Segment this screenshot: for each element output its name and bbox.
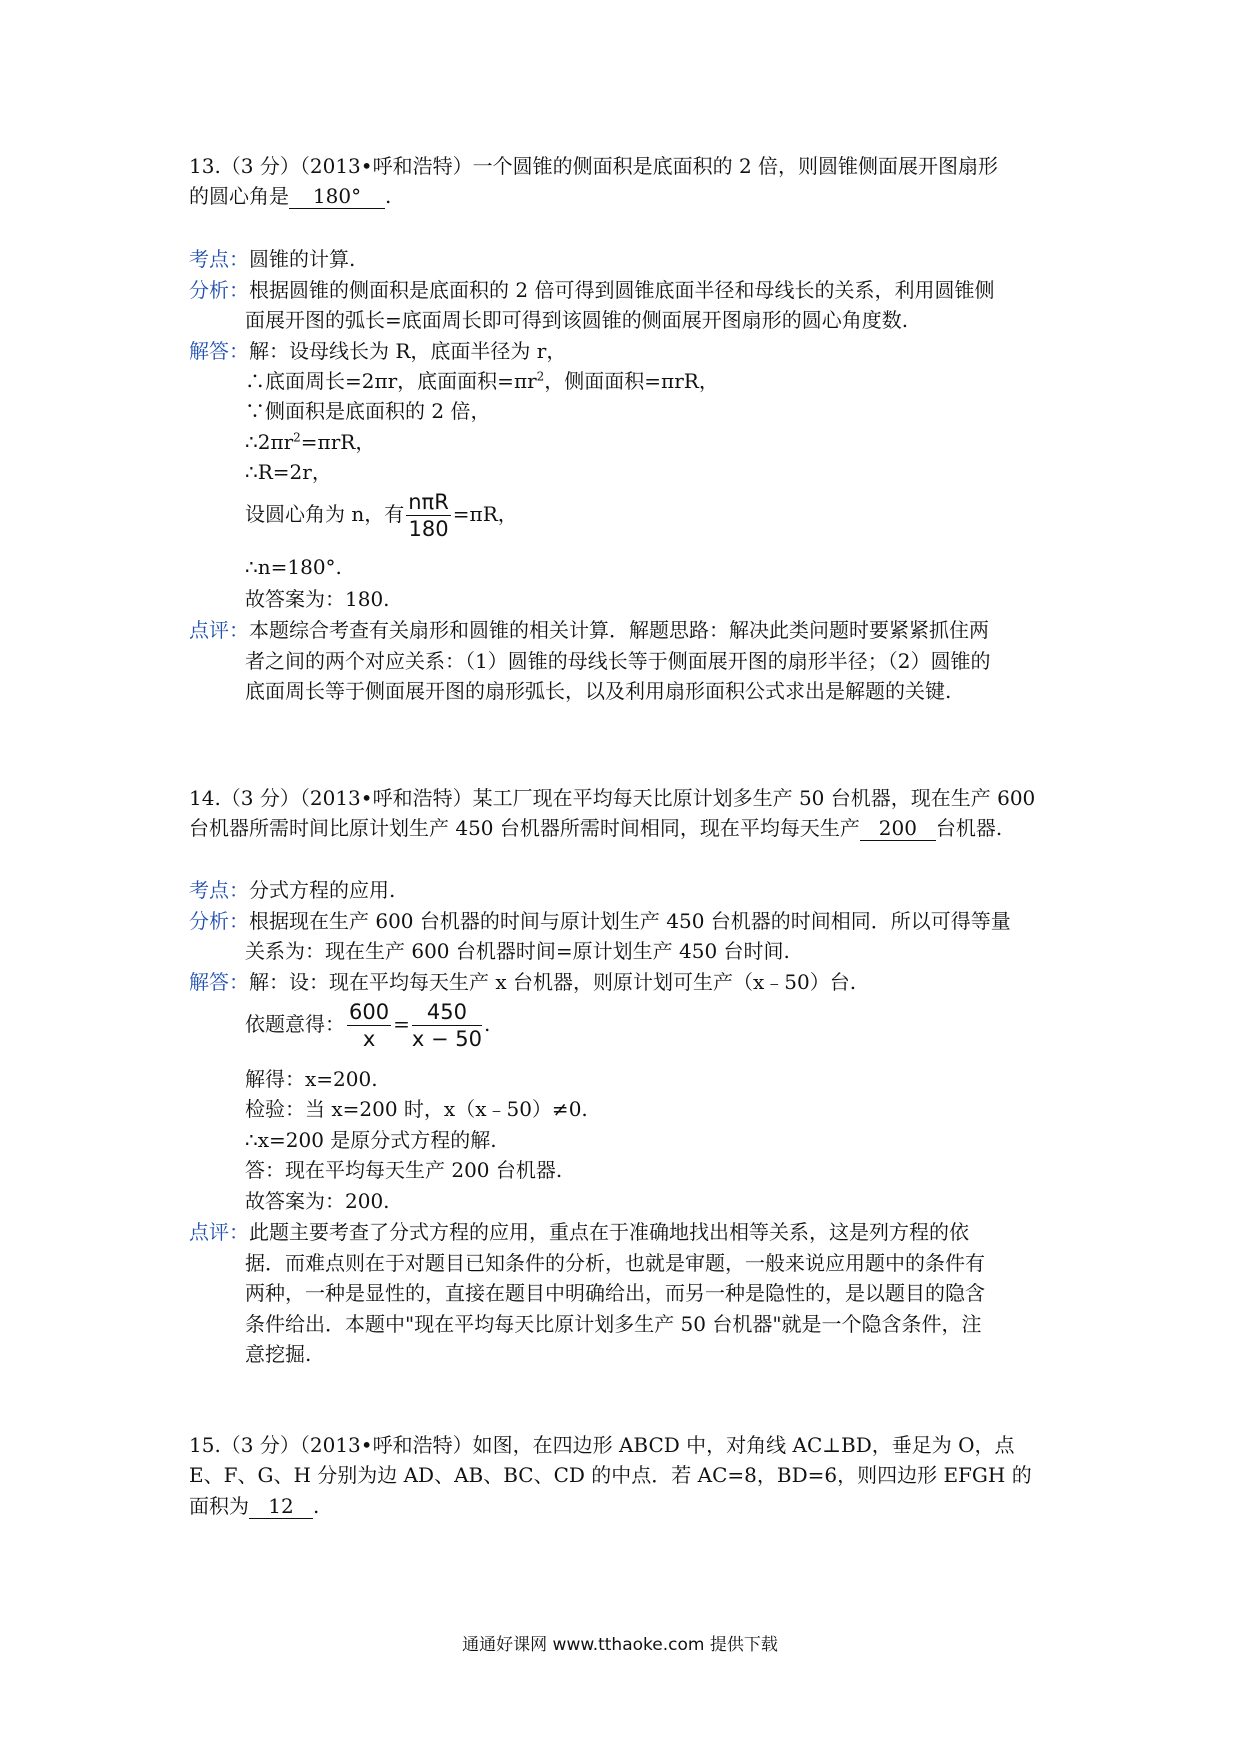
solution-step: 解得：x=200.	[245, 1067, 378, 1091]
equals-sign: =	[393, 1012, 410, 1036]
fraction	[412, 999, 482, 1052]
solution-step: 解：设：现在平均每天生产 x 台机器，则原计划可生产（x﹣50）台.	[249, 970, 857, 994]
jieda-row	[189, 968, 856, 996]
question-line	[189, 814, 1002, 842]
step-text: =πrR，	[300, 430, 376, 454]
solution-step: 故答案为：200.	[245, 1189, 390, 1213]
question-line	[189, 1492, 319, 1520]
question-text: 台机器.	[935, 816, 1003, 840]
fraction	[406, 489, 451, 542]
question-text: 13.（3 分）（2013•呼和浩特）一个圆锥的侧面积是底面积的 2 倍，则圆锥侧面展开图扇形	[189, 154, 999, 178]
question-text: .	[313, 1494, 320, 1518]
jieda-label: 解答：	[189, 339, 249, 363]
solution-step: ∵侧面积是底面积的 2 倍，	[245, 399, 491, 423]
page-footer: 通通好课网 www.tthaoke.com 提供下载	[462, 1635, 778, 1655]
solution-step: ∴n=180°.	[245, 555, 342, 579]
kaodian-label: 考点：	[189, 247, 249, 271]
solution-step: 故答案为：180.	[245, 587, 390, 611]
step-text: 依题意得：	[245, 1012, 345, 1036]
step-text: ∴底面周长=2πr，底面面积=πr	[245, 369, 537, 393]
fraction-denominator: x − 50	[411, 1027, 482, 1051]
solution-step	[245, 994, 490, 1054]
question-text: 台机器所需时间比原计划生产 450 台机器所需时间相同，现在平均每天生产	[189, 816, 860, 840]
dianping-text: 此题主要考查了分式方程的应用，重点在于准确地找出相等关系，这是列方程的依	[249, 1220, 969, 1244]
fraction	[347, 999, 391, 1052]
question-line: E、F、G、H 分别为边 AD、AB、BC、CD 的中点．若 AC=8，BD=6，则四边形 EFGH 的	[189, 1463, 1032, 1487]
superscript: 2	[536, 369, 545, 384]
step-text: ∴2πr	[245, 430, 294, 454]
answer-blank: 180°	[289, 184, 385, 209]
dianping-text: 条件给出．本题中"现在平均每天比原计划多生产 50 台机器"就是一个隐含条件，注	[245, 1312, 982, 1336]
solution-step	[245, 484, 518, 544]
solution-step: ∴R=2r，	[245, 460, 332, 484]
dianping-text: 底面周长等于侧面展开图的扇形弧长，以及利用扇形面积公式求出是解题的关键.	[245, 679, 952, 703]
fraction-numerator: 450	[412, 999, 482, 1026]
step-text: ，侧面面积=πrR，	[544, 369, 719, 393]
dianping-label: 点评：	[189, 618, 249, 642]
question-text: 14.（3 分）（2013•呼和浩特）某工厂现在平均每天比原计划多生产 50 台机器，现在生产 600	[189, 786, 1036, 810]
jieda-label: 解答：	[189, 970, 249, 994]
dianping-text: 意挖掘.	[245, 1342, 312, 1366]
dianping-text: 本题综合考查有关扇形和圆锥的相关计算．解题思路：解决此类问题时要紧紧抓住两	[249, 618, 989, 642]
kaodian-row	[189, 876, 395, 904]
question-line	[189, 784, 1035, 812]
dianping-text: 据．而难点则在于对题目已知条件的分析，也就是审题，一般来说应用题中的条件有	[245, 1251, 985, 1275]
fenxi-label: 分析：	[189, 909, 249, 933]
question-text: .	[385, 184, 392, 208]
jieda-row	[189, 337, 566, 365]
step-text: =πR，	[452, 502, 518, 526]
question-line	[189, 182, 391, 210]
dianping-text: 者之间的两个对应关系：（1）圆锥的母线长等于侧面展开图的扇形半径；（2）圆锥的	[245, 649, 991, 673]
solution-step: 解：设母线长为 R，底面半径为 r，	[249, 339, 567, 363]
fenxi-text: 面展开图的弧长=底面周长即可得到该圆锥的侧面展开图扇形的圆心角度数.	[245, 308, 909, 332]
fenxi-text: 根据圆锥的侧面积是底面积的 2 倍可得到圆锥底面半径和母线长的关系，利用圆锥侧	[249, 278, 995, 302]
kaodian-label: 考点：	[189, 878, 249, 902]
solution-step: 检验：当 x=200 时，x（x﹣50）≠0.	[245, 1097, 588, 1121]
fenxi-label: 分析：	[189, 278, 249, 302]
superscript: 2	[293, 430, 301, 445]
fraction-denominator: x	[362, 1027, 376, 1051]
question-text: 的圆心角是	[189, 184, 289, 208]
dianping-text: 两种，一种是显性的，直接在题目中明确给出，而另一种是隐性的，是以题目的隐含	[245, 1281, 985, 1305]
fraction-numerator: nπR	[408, 490, 449, 514]
fenxi-row	[189, 276, 994, 304]
solution-step: ∴x=200 是原分式方程的解.	[245, 1128, 497, 1152]
step-text: 设圆心角为 n，有	[245, 502, 405, 526]
dianping-row	[189, 1218, 969, 1246]
fenxi-text: 根据现在生产 600 台机器的时间与原计划生产 450 台机器的时间相同．所以可得等量	[249, 909, 1011, 933]
answer-blank: 200	[860, 816, 936, 841]
kaodian-text: 圆锥的计算.	[249, 247, 356, 271]
fenxi-row	[189, 907, 1011, 935]
question-text: 面积为	[189, 1494, 249, 1518]
dianping-label: 点评：	[189, 1220, 249, 1244]
fraction-denominator: 180	[408, 517, 449, 541]
question-line	[189, 152, 998, 180]
answer-blank: 12	[249, 1494, 313, 1519]
question-line: 15.（3 分）（2013•呼和浩特）如图，在四边形 ABCD 中，对角线 AC⊥BD，垂足为 O，点	[189, 1433, 1015, 1457]
step-text: .	[483, 1012, 491, 1036]
kaodian-row	[189, 245, 355, 273]
solution-step: 答：现在平均每天生产 200 台机器.	[245, 1158, 563, 1182]
fraction-numerator: 600	[349, 1000, 390, 1024]
solution-step	[245, 428, 375, 456]
kaodian-text: 分式方程的应用.	[249, 878, 396, 902]
fenxi-text: 关系为：现在生产 600 台机器时间=原计划生产 450 台时间.	[245, 939, 790, 963]
dianping-row	[189, 616, 989, 644]
solution-step	[245, 367, 719, 395]
